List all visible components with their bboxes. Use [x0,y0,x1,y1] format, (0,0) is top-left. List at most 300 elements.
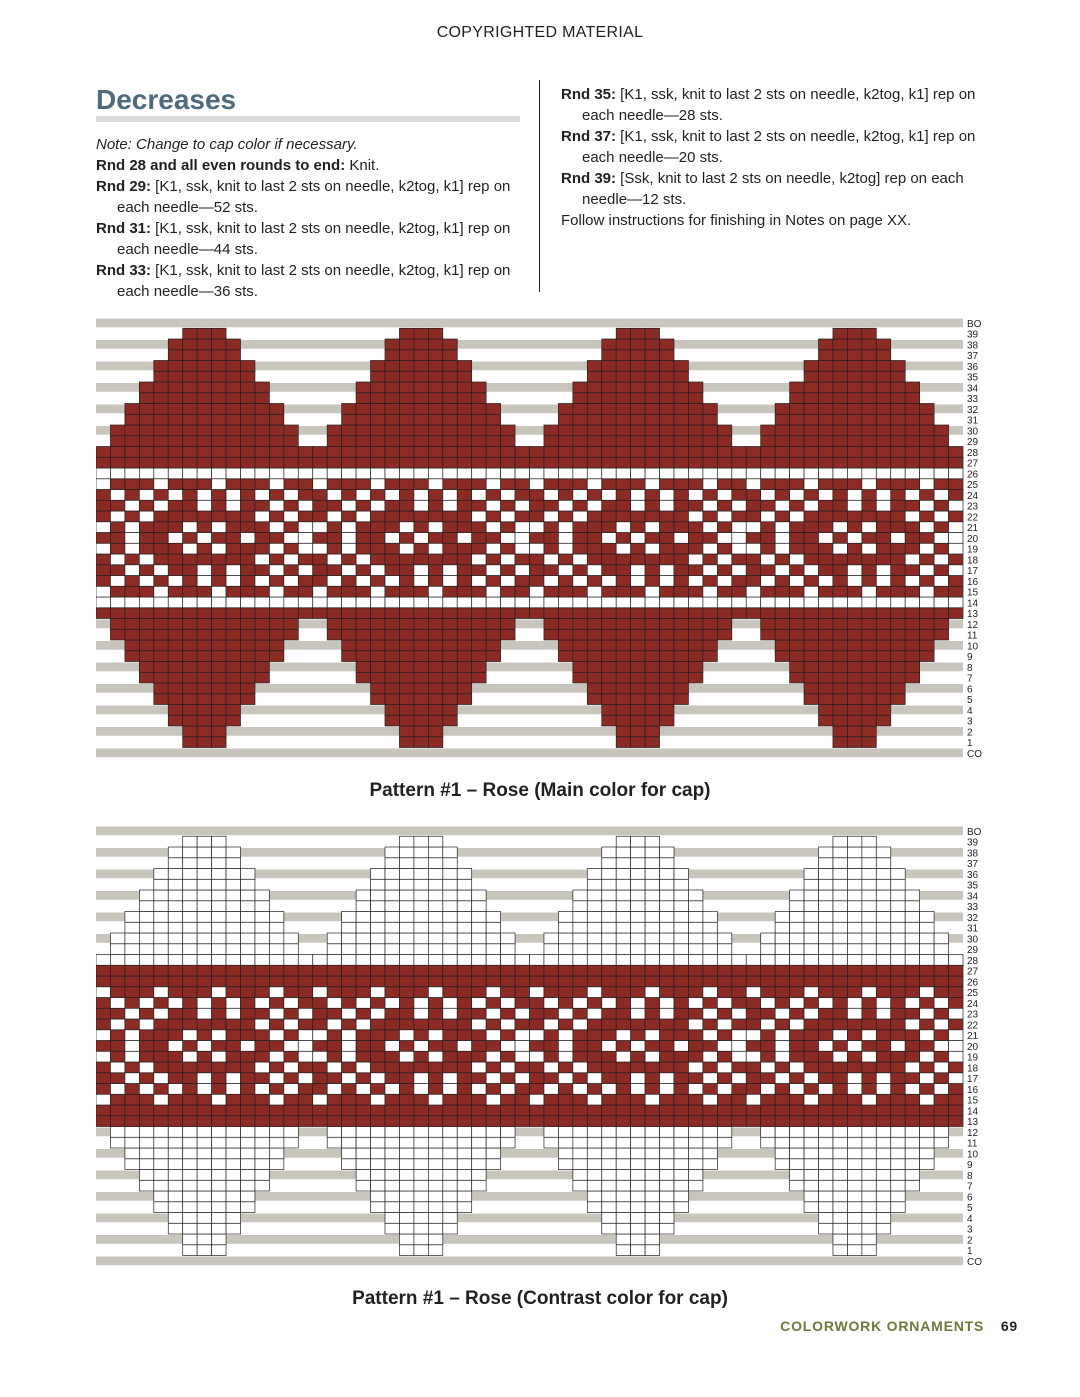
stitch-cell [804,933,818,944]
stitch-cell [862,490,876,501]
stitch-cell [847,890,861,901]
stitch-cell [876,1223,890,1234]
stitch-cell [920,987,934,998]
stitch-cell [934,1062,948,1073]
stitch-cell [226,1191,240,1202]
stitch-cell [428,933,442,944]
stitch-cell [790,1127,804,1138]
stitch-cell [284,608,298,619]
stitch-cell [168,705,182,716]
stitch-cell [602,1084,616,1095]
stitch-cell [530,490,544,501]
stitch-cell [486,565,500,576]
stitch-cell [717,1008,731,1019]
stitch-cell [342,1127,356,1138]
stitch-cell [183,522,197,533]
stitch-cell [486,640,500,651]
stitch-cell [428,522,442,533]
stitch-cell [226,1202,240,1213]
stitch-cell [154,1030,168,1041]
stitch-cell [573,619,587,630]
row-label: 12 [967,619,979,631]
stitch-cell [587,543,601,554]
stitch-cell [587,879,601,890]
stitch-cell [530,457,544,468]
stitch-cell [790,457,804,468]
stitch-cell [154,1073,168,1084]
stitch-cell [674,425,688,436]
stitch-cell [443,479,457,490]
stitch-cell [631,490,645,501]
stitch-cell [342,425,356,436]
stitch-cell [486,1094,500,1105]
stitch-cell [356,490,370,501]
stitch-cell [876,511,890,522]
stitch-cell [501,976,515,987]
stitch-cell [732,1116,746,1127]
stitch-cell [269,922,283,933]
stitch-cell [197,629,211,640]
stitch-cell [660,890,674,901]
stitch-cell [790,468,804,479]
stitch-cell [371,533,385,544]
stitch-cell [660,1213,674,1224]
stitch-cell [703,565,717,576]
stitch-cell [327,987,341,998]
stitch-cell [269,533,283,544]
stitch-cell [428,737,442,748]
stitch-cell [371,1008,385,1019]
stitch-cell [717,1019,731,1030]
stitch-cell [847,1170,861,1181]
stitch-cell [414,565,428,576]
stitch-cell [486,619,500,630]
stitch-cell [587,1202,601,1213]
stitch-cell [110,479,124,490]
stitch-cell [313,447,327,458]
stitch-cell [891,382,905,393]
stitch-cell [573,976,587,987]
stitch-cell [703,511,717,522]
stitch-cell [457,371,471,382]
stitch-cell [197,694,211,705]
stitch-cell [356,933,370,944]
stitch-cell [96,1073,110,1084]
stitch-cell [717,490,731,501]
stitch-cell [905,890,919,901]
stitch-cell [96,1041,110,1052]
stitch-cell [819,944,833,955]
stitch-cell [703,1030,717,1041]
stitch-cell [631,425,645,436]
stitch-cell [183,1170,197,1181]
stitch-cell [616,371,630,382]
stitch-cell [616,1191,630,1202]
stitch-cell [457,1030,471,1041]
stitch-cell [197,933,211,944]
stitch-cell [443,619,457,630]
stitch-cell [327,457,341,468]
stitch-cell [920,436,934,447]
stitch-cell [168,361,182,372]
stitch-cell [125,425,139,436]
stitch-cell [342,533,356,544]
stitch-cell [197,468,211,479]
stitch-cell [414,944,428,955]
row-label: 23 [967,1009,979,1021]
stitch-cell [226,425,240,436]
stitch-cell [905,522,919,533]
stitch-cell [139,1180,153,1191]
stitch-cell [616,1213,630,1224]
stitch-cell [602,672,616,683]
stitch-cell [703,597,717,608]
stitch-cell [833,500,847,511]
stitch-cell [385,869,399,880]
stitch-cell [399,858,413,869]
stitch-cell [457,393,471,404]
stitch-cell [819,500,833,511]
stitch-cell [472,933,486,944]
stitch-cell [717,629,731,640]
stitch-cell [197,608,211,619]
stitch-cell [226,1213,240,1224]
stitch-cell [530,533,544,544]
stitch-cell [645,533,659,544]
stitch-cell [226,955,240,966]
stitch-cell [862,1062,876,1073]
stitch-cell [587,436,601,447]
stitch-cell [876,1159,890,1170]
stitch-cell [183,715,197,726]
stitch-cell [212,1127,226,1138]
stitch-cell [472,1127,486,1138]
stitch-cell [631,447,645,458]
stitch-cell [443,490,457,501]
stitch-cell [371,371,385,382]
stitch-cell [905,468,919,479]
stitch-cell [949,955,963,966]
stitch-cell [717,976,731,987]
stitch-cell [212,858,226,869]
stitch-cell [847,1062,861,1073]
stitch-cell [183,1062,197,1073]
stitch-cell [703,425,717,436]
stitch-cell [833,608,847,619]
stitch-cell [457,998,471,1009]
stitch-cell [558,608,572,619]
stitch-cell [645,500,659,511]
stitch-cell [847,1148,861,1159]
stitch-cell [255,1170,269,1181]
stitch-cell [775,1116,789,1127]
stitch-cell [616,554,630,565]
stitch-cell [949,1116,963,1127]
stitch-cell [688,672,702,683]
stitch-cell [761,500,775,511]
stitch-cell [399,672,413,683]
stitch-cell [703,586,717,597]
stitch-cell [428,879,442,890]
row-label: 13 [967,1117,979,1128]
stitch-cell [501,490,515,501]
stitch-cell [139,554,153,565]
stitch-cell [414,715,428,726]
stitch-cell [472,1051,486,1062]
stitch-cell [501,468,515,479]
stitch-cell [891,479,905,490]
stitch-cell [414,1245,428,1256]
stitch-cell [443,998,457,1009]
stitch-cell [226,414,240,425]
stitch-cell [587,1191,601,1202]
stitch-cell [862,468,876,479]
stitch-cell [645,468,659,479]
stitch-cell [891,1159,905,1170]
stitch-cell [515,586,529,597]
stitch-cell [587,393,601,404]
stitch-cell [833,339,847,350]
stitch-cell [833,1213,847,1224]
stitch-cell [920,414,934,425]
stitch-cell [110,543,124,554]
stitch-cell [775,987,789,998]
stitch-cell [443,1213,457,1224]
stitch-cell [819,586,833,597]
stitch-cell [876,1191,890,1202]
stitch-cell [212,457,226,468]
stitch-cell [183,847,197,858]
stitch-cell [457,955,471,966]
stitch-cell [226,436,240,447]
stitch-cell [645,1170,659,1181]
stitch-cell [833,1148,847,1159]
stitch-cell [660,1127,674,1138]
stitch-cell [298,533,312,544]
stitch-cell [168,1170,182,1181]
stitch-cell [775,965,789,976]
row-label: 1 [967,1246,973,1257]
stitch-cell [226,1170,240,1181]
stitch-cell [631,955,645,966]
stitch-cell [472,662,486,673]
stitch-cell [414,965,428,976]
stitch-cell [457,543,471,554]
stitch-cell [688,998,702,1009]
stitch-cell [385,1116,399,1127]
stitch-cell [472,500,486,511]
stitch-cell [385,858,399,869]
stitch-cell [660,1094,674,1105]
stitch-cell [761,543,775,554]
stitch-cell [862,1202,876,1213]
stitch-cell [660,651,674,662]
stitch-cell [313,998,327,1009]
stitch-cell [717,1030,731,1041]
stitch-cell [226,1073,240,1084]
stitch-cell [226,533,240,544]
stitch-cell [602,1008,616,1019]
round-text: [K1, ssk, knit to last 2 sts on needle, k2tog, k1] rep on each needle—44 sts. [117,220,511,258]
stitch-cell [819,847,833,858]
stitch-cell [688,651,702,662]
stitch-cell [660,382,674,393]
stitch-cell [313,1030,327,1041]
stitch-cell [212,1148,226,1159]
stitch-cell [414,576,428,587]
stitch-cell [197,425,211,436]
row-label: 11 [967,1138,978,1150]
stitch-cell [660,869,674,880]
stitch-cell [96,543,110,554]
stitch-cell [891,1127,905,1138]
stitch-cell [212,1008,226,1019]
row-label: 14 [967,598,979,610]
stitch-cell [674,371,688,382]
stitch-cell [833,955,847,966]
stitch-cell [414,393,428,404]
stitch-cell [443,543,457,554]
stitch-cell [183,511,197,522]
stitch-cell [876,694,890,705]
stitch-cell [775,522,789,533]
stitch-cell [255,640,269,651]
stitch-cell [819,672,833,683]
stitch-cell [660,576,674,587]
stitch-cell [414,890,428,901]
stitch-cell [414,662,428,673]
stitch-cell [269,976,283,987]
stitch-cell [862,869,876,880]
stitch-cell [645,1191,659,1202]
stitch-cell [660,1180,674,1191]
stitch-cell [920,447,934,458]
stitch-cell [342,965,356,976]
stitch-cell [645,447,659,458]
stitch-cell [197,726,211,737]
stitch-cell [674,1008,688,1019]
stitch-cell [168,1137,182,1148]
stitch-cell [443,1148,457,1159]
stitch-cell [790,565,804,576]
stitch-cell [255,522,269,533]
stitch-cell [775,543,789,554]
stitch-cell [457,944,471,955]
stitch-cell [443,522,457,533]
stitch-cell [602,890,616,901]
stitch-cell [804,1180,818,1191]
stitch-cell [313,576,327,587]
stitch-cell [399,436,413,447]
stitch-cell [833,361,847,372]
stitch-cell [804,1170,818,1181]
stitch-cell [255,1041,269,1052]
row-label: 23 [967,501,979,513]
stitch-cell [775,414,789,425]
stitch-cell [241,901,255,912]
stitch-cell [645,976,659,987]
stitch-cell [327,522,341,533]
stitch-cell [255,597,269,608]
stitch-cell [717,965,731,976]
stitch-cell [139,1019,153,1030]
stitch-cell [530,1019,544,1030]
stitch-cell [385,543,399,554]
stitch-cell [602,1051,616,1062]
stitch-cell [212,922,226,933]
stitch-cell [717,1062,731,1073]
stitch-cell [327,1127,341,1138]
stitch-cell [414,737,428,748]
stitch-cell [226,608,240,619]
stitch-cell [558,533,572,544]
stitch-cell [674,522,688,533]
stitch-cell [371,554,385,565]
stitch-cell [241,890,255,901]
stitch-cell [342,619,356,630]
stitch-cell [212,726,226,737]
stitch-cell [544,436,558,447]
stitch-cell [385,1148,399,1159]
stitch-cell [602,371,616,382]
stitch-cell [414,1170,428,1181]
stitch-cell [645,737,659,748]
stitch-cell [847,694,861,705]
stitch-cell [862,1094,876,1105]
stitch-cell [212,836,226,847]
stitch-cell [674,447,688,458]
stitch-cell [284,511,298,522]
stitch-cell [226,597,240,608]
stitch-cell [428,683,442,694]
stitch-cell [761,586,775,597]
stitch-cell [934,447,948,458]
stitch-cell [197,1223,211,1234]
stitch-cell [399,1180,413,1191]
stitch-cell [226,1116,240,1127]
stitch-cell [472,640,486,651]
stitch-cell [212,619,226,630]
stitch-cell [602,976,616,987]
stitch-cell [269,500,283,511]
stitch-cell [862,1030,876,1041]
stitch-cell [819,533,833,544]
stitch-cell [212,436,226,447]
stitch-cell [862,998,876,1009]
stitch-cell [327,586,341,597]
stitch-cell [125,1159,139,1170]
stitch-cell [558,976,572,987]
stitch-cell [457,1191,471,1202]
stitch-cell [631,662,645,673]
stitch-cell [558,457,572,468]
stitch-cell [949,554,963,565]
stitch-cell [183,1084,197,1095]
row-stripe [96,1257,963,1266]
stitch-cell [819,1094,833,1105]
stitch-cell [125,619,139,630]
stitch-cell [804,869,818,880]
stitch-cell [399,1094,413,1105]
stitch-cell [154,944,168,955]
stitch-cell [847,565,861,576]
stitch-cell [602,1137,616,1148]
stitch-cell [905,543,919,554]
stitch-cell [862,1159,876,1170]
stitch-cell [486,1008,500,1019]
stitch-cell [862,672,876,683]
stitch-cell [298,490,312,501]
